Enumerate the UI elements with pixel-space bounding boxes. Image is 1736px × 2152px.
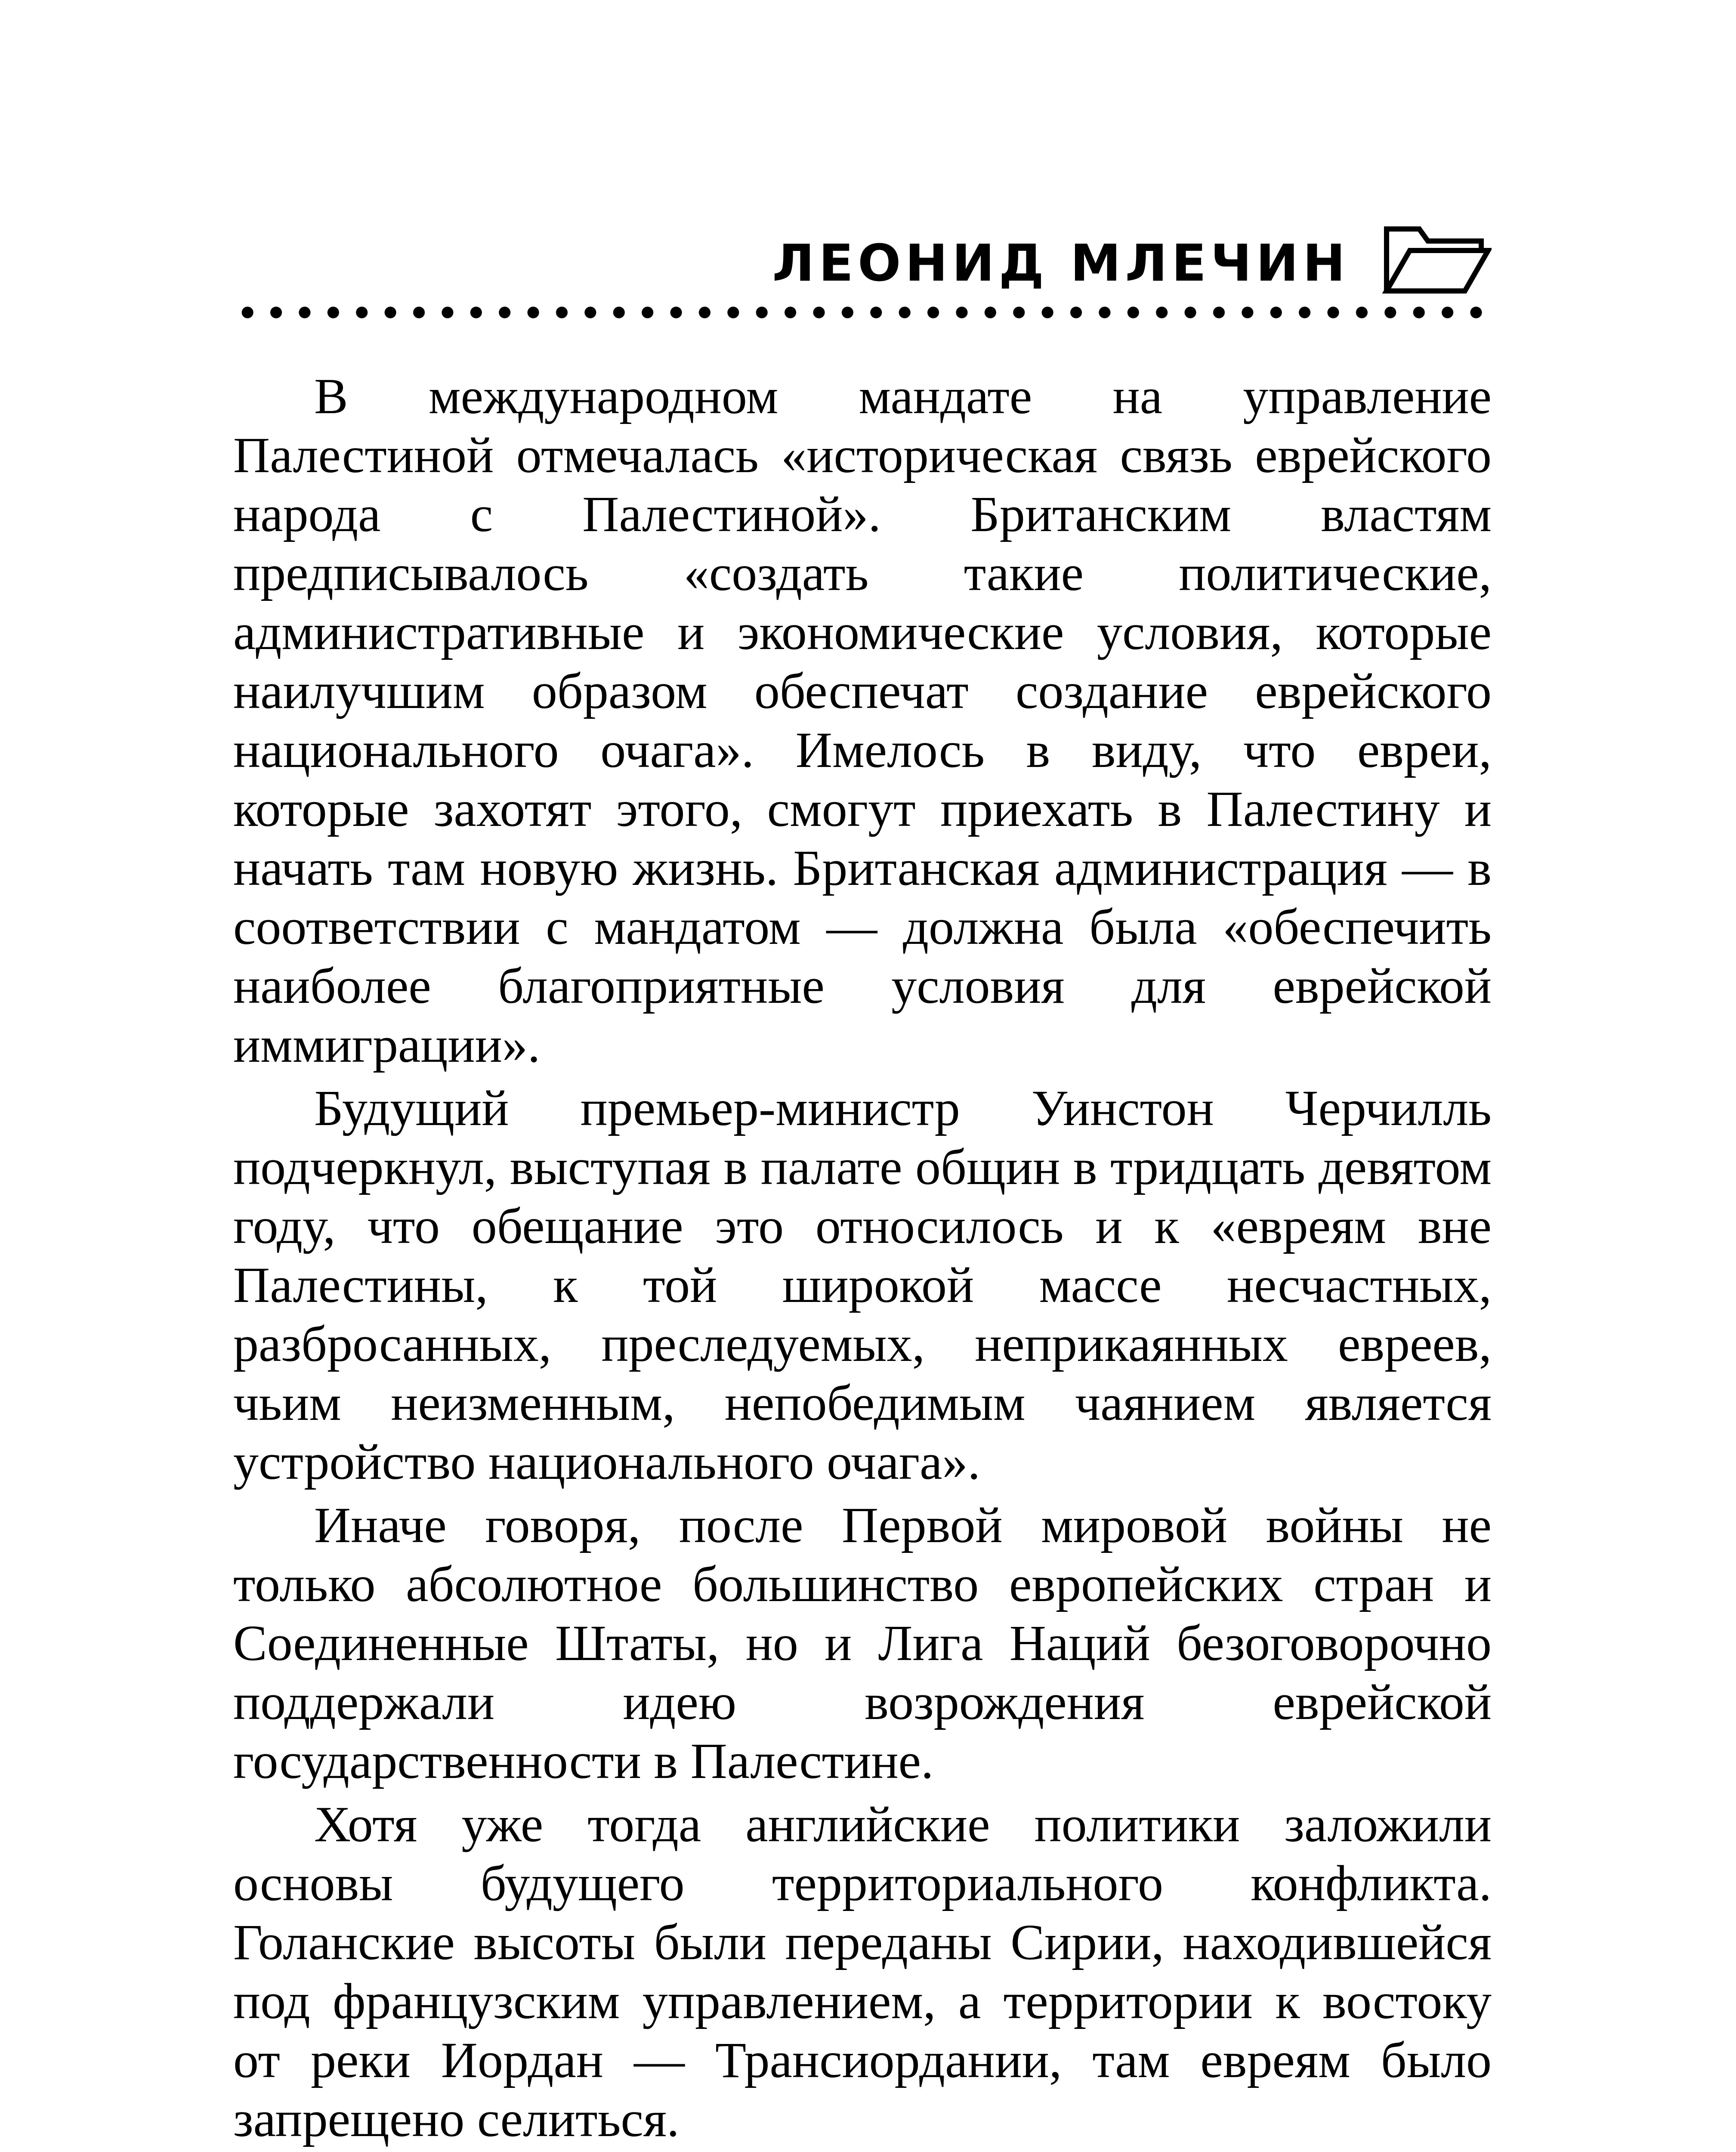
paragraph: Хотя уже тогда английские политики заложили основы будущего территориального конфликта. Голанские высоты были переданы Сирии, находившейся под французским управлением, а территории к востоку от реки Иордан — Трансиордании, там евреям было запрещено селиться. [233,1796,1492,2147]
header-author: ЛЕОНИД МЛЕЧИН [772,233,1350,293]
folder-icon [1380,222,1492,295]
running-header [233,222,1492,325]
paragraph: Иначе говоря, после Первой мировой войны не только абсолютное большинство европейских стран и Соединенные Штаты, но и Лига Наций безоговорочно поддержали идею возрождения еврейской государственности в Палестине. [233,1497,1492,1789]
dotted-rule [233,304,1492,321]
body-text [233,367,1492,2152]
paragraph: В международном мандате на управление Палестиной отмечалась «историческая связь еврейского народа с Палестиной». Британским властям предписывалось «создать такие политические, административные и экономические условия, которые наилучшим образом обеспечат создание еврейского национального очага». Имелось в виду, что евреи, которые захотят этого, смогут приехать в Палестину и начать там новую жизнь. Британская администрация — в соответствии с мандатом — должна была «обеспечить наиболее благоприятные условия для еврейской иммиграции». [233,368,1492,1073]
paragraph: Будущий премьер-министр Уинстон Черчилль подчеркнул, выступая в палате общин в тридцать девятом году, что обещание это относилось и к «евреям вне Палестины, к той широкой массе несчастных, разбросанных, преследуемых, неприкаянных евреев, чьим неизменным, непобедимым чаянием является устройство национального очага». [233,1080,1492,1490]
